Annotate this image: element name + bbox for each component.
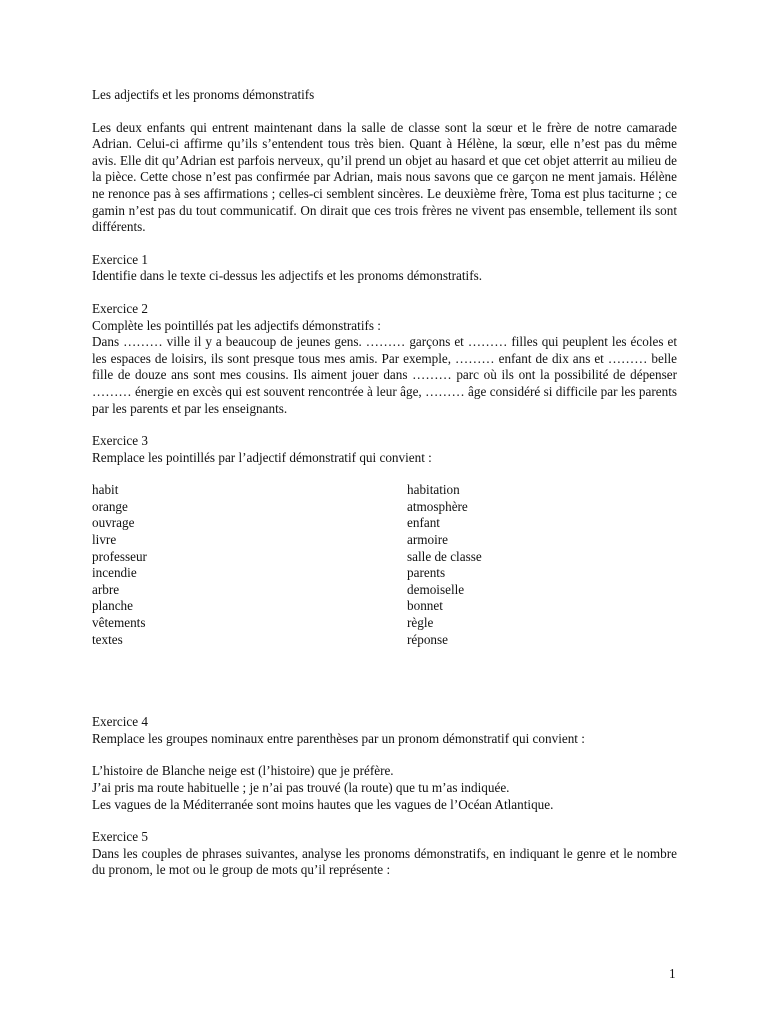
word-item: livre	[92, 532, 117, 548]
word-item: armoire	[407, 532, 449, 548]
word-item: réponse	[407, 631, 449, 647]
word-item: règle	[407, 615, 434, 631]
exercise-3-left-column	[92, 482, 407, 648]
word-item: atmosphère	[407, 498, 468, 514]
exercise-5-instruction: Dans les couples de phrases suivantes, analyse les pronoms démonstratifs, en indiquant le genre et le nombre du pronom, le mot ou le group de mots qu’il représente :	[92, 845, 677, 878]
page-number: 1	[669, 966, 676, 981]
exercise-3-heading: Exercice 3	[92, 433, 149, 449]
exercise-3-instruction: Remplace les pointillés par l’adjectif démonstratif qui convient :	[92, 449, 432, 465]
word-item: salle de classe	[407, 548, 482, 564]
word-item: incendie	[92, 565, 137, 581]
exercise-4-heading: Exercice 4	[92, 714, 149, 730]
exercise-3-word-columns	[92, 482, 677, 648]
word-item: habit	[92, 482, 119, 498]
document-title: Les adjectifs et les pronoms démonstratifs	[92, 87, 315, 102]
word-item: orange	[92, 498, 128, 514]
exercise-1-heading: Exercice 1	[92, 251, 149, 267]
exercise-4-sentence: J’ai pris ma route habituelle ; je n’ai pas trouvé (la route) que tu m’as indiquée.	[92, 780, 510, 795]
word-item: habitation	[407, 482, 460, 498]
exercise-2-instruction: Complète les pointillés pat les adjectifs démonstratifs :	[92, 317, 381, 333]
word-item: planche	[92, 598, 134, 614]
word-item: vêtements	[92, 615, 146, 631]
exercise-2-text: Dans ……… ville il y a beaucoup de jeunes gens. ……… garçons et ……… filles qui peuplent les écoles et les espaces de loisirs, ils sont presque tous mes amis. Par exemple, ……… enfant de dix ans et ……… belle fille de douze ans sont mes cousins. Ils aiment jouer dans ……… parc où ils ont la possibilité de dépenser ……… énergie en excès qui est souvent rencontrée à leur âge, ……… âge considéré si difficile par les parents par les parents et par les enseignants.	[92, 334, 677, 416]
word-item: enfant	[407, 515, 440, 531]
word-item: professeur	[92, 548, 147, 564]
exercise-2-heading: Exercice 2	[92, 300, 149, 316]
document-body	[92, 87, 677, 879]
exercise-3-right-column	[407, 482, 677, 648]
word-item: ouvrage	[92, 515, 135, 531]
exercise-4-instruction: Remplace les groupes nominaux entre parenthèses par un pronom démonstratif qui convient :	[92, 730, 585, 746]
word-item: textes	[92, 631, 123, 647]
word-item: arbre	[92, 581, 120, 597]
word-item: parents	[407, 565, 446, 581]
intro-paragraph: Les deux enfants qui entrent maintenant dans la salle de classe sont la sœur et le frère de notre camarade Adrian. Celui-ci affirme qu’ils s’entendent tous très bien. Quant à Hélène, la sœur, elle n’est pas du même avis. Elle dit qu’Adrian est parfois nerveux, qu’il prend un objet au hasard et que cet objet atterrit au milieu de la pièce. Cette chose n’est pas confirmée par Adrian, mais nous savons que ce garçon ne ment jamais. Hélène ne renonce pas à ses affirmations ; celles-ci semblent sincères. Le deuxième frère, Toma est plus taciturne ; ce gamin n’est pas du tout communicatif. On dirait que ces trois frères ne vivent pas ensemble, tellement ils sont différents.	[92, 119, 677, 235]
exercise-4-sentence: L’histoire de Blanche neige est (l’histoire) que je préfère.	[92, 763, 394, 779]
exercise-4-sentence: Les vagues de la Méditerranée sont moins hautes que les vagues de l’Océan Atlantique.	[92, 796, 554, 812]
word-item: demoiselle	[407, 581, 465, 597]
exercise-1-instruction: Identifie dans le texte ci-dessus les adjectifs et les pronoms démonstratifs.	[92, 268, 483, 284]
word-item: bonnet	[407, 598, 443, 614]
exercise-5-heading: Exercice 5	[92, 829, 149, 845]
